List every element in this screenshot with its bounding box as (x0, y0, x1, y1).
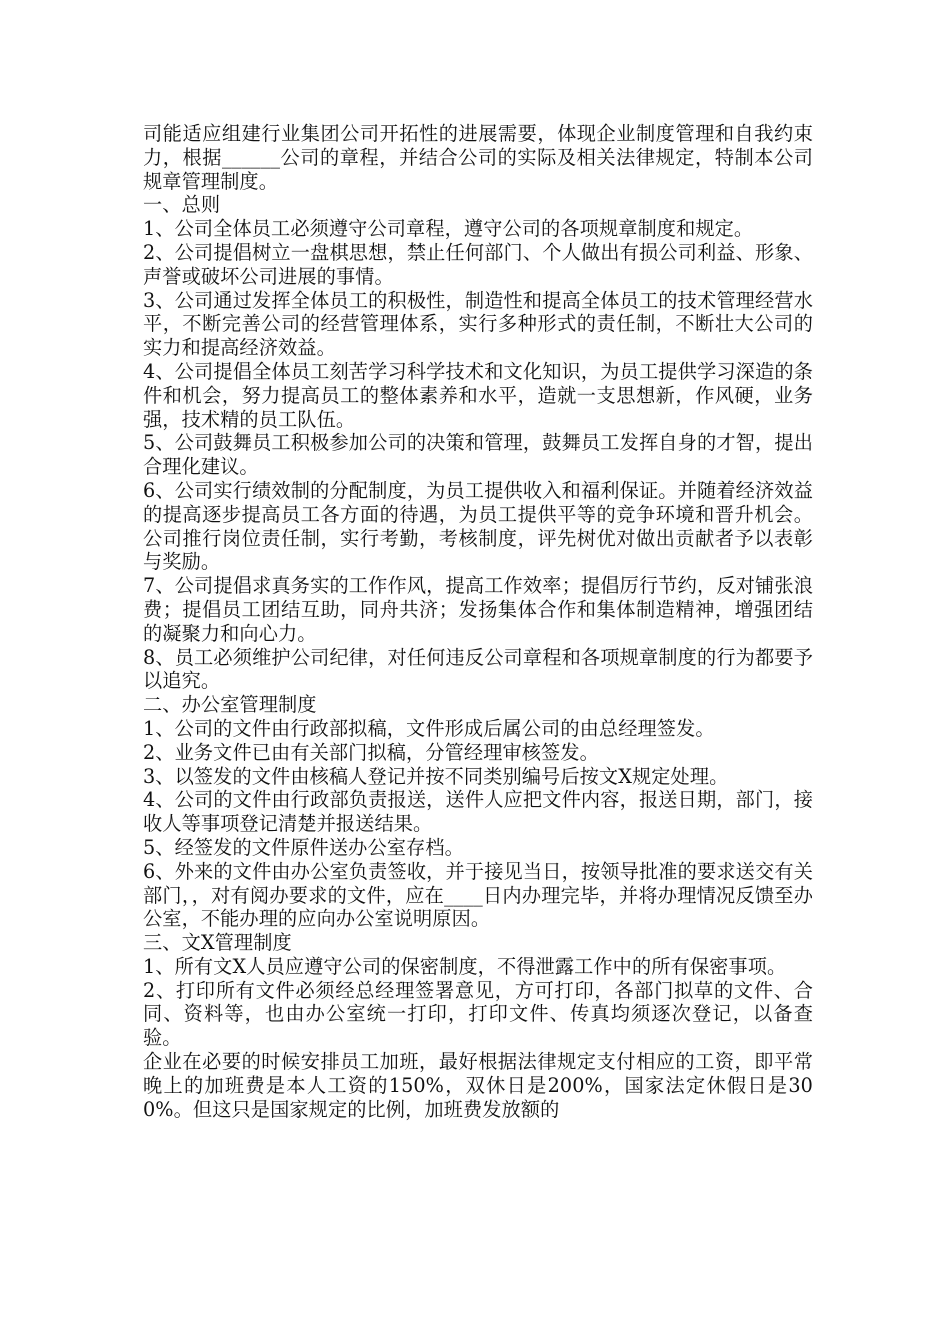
section-heading-office: 二、办公室管理制度 (143, 693, 317, 717)
general-item-4: 4、公司提倡全体员工刻苦学习科学技术和文化知识，为员工提供学习深造的条件和机会，努力提高员工的整体素养和水平，造就一支思想新，作风硬，业务强，技术精的员工队伍。 (143, 359, 813, 431)
document-body (143, 122, 813, 1121)
general-item-6: 6、公司实行绩效制的分配制度，为员工提供收入和福利保证。并随着经济效益的提高逐步提高员工各方面的待遇，为员工提供平等的竞争环境和晋升机会。公司推行岗位责任制，实行考勤，考核制度，评先树优对做出贡献者予以表彰与奖励。 (143, 478, 813, 574)
section-heading-documents: 三、文X管理制度 (143, 931, 292, 955)
intro-paragraph: 司能适应组建行业集团公司开拓性的进展需要，体现企业制度管理和自我约束力，根据______公司的章程，并结合公司的实际及相关法律规定，特制本公司规章管理制度。 (143, 122, 813, 193)
office-item-5: 5、经签发的文件原件送办公室存档。 (143, 835, 464, 859)
office-item-1: 1、公司的文件由行政部拟稿，文件形成后属公司的由总经理签发。 (143, 716, 715, 740)
section-heading-general: 一、总则 (143, 193, 221, 217)
general-item-5: 5、公司鼓舞员工积极参加公司的决策和管理，鼓舞员工发挥自身的才智，提出合理化建议。 (143, 431, 813, 479)
general-item-2: 2、公司提倡树立一盘棋思想，禁止任何部门、个人做出有损公司利益、形象、声誉或破坏公司进展的事情。 (143, 240, 813, 288)
general-item-3: 3、公司通过发挥全体员工的积极性，制造性和提高全体员工的技术管理经营水平，不断完善公司的经营管理体系，实行多种形式的责任制，不断壮大公司的实力和提高经济效益。 (143, 288, 813, 360)
documents-item-1: 1、所有文X人员应遵守公司的保密制度，不得泄露工作中的所有保密事项。 (143, 954, 787, 978)
general-item-8: 8、员工必须维护公司纪律，对任何违反公司章程和各项规章制度的行为都要予以追究。 (143, 645, 813, 693)
documents-item-2: 2、打印所有文件必须经总经理签署意见，方可打印，各部门拟草的文件、合同、资料等，也由办公室统一打印，打印文件、传真均须逐次登记，以备查验。 (143, 978, 813, 1050)
office-item-2: 2、业务文件已由有关部门拟稿，分管经理审核签发。 (143, 740, 599, 764)
office-item-4: 4、公司的文件由行政部负责报送，送件人应把文件内容，报送日期，部门，接收人等事项登记清楚并报送结果。 (143, 788, 813, 836)
overtime-paragraph: 企业在必要的时候安排员工加班，最好根据法律规定支付相应的工资，即平常晚上的加班费是本人工资的150%，双休日是200%，国家法定休假日是300%。但这只是国家规定的比例，加班费发放额的 (143, 1050, 813, 1121)
general-item-7: 7、公司提倡求真务实的工作作风，提高工作效率；提倡厉行节约，反对铺张浪费；提倡员工团结互助，同舟共济；发扬集体合作和集体制造精神，增强团结的凝聚力和向心力。 (143, 574, 813, 645)
office-item-3: 3、以签发的文件由核稿人登记并按不同类别编号后按文X规定处理。 (143, 764, 729, 788)
general-item-1: 1、公司全体员工必须遵守公司章程，遵守公司的各项规章制度和规定。 (143, 217, 754, 241)
office-item-6: 6、外来的文件由办公室负责签收，并于接见当日，按领导批准的要求送交有关部门，，对有阅办要求的文件，应在____日内办理完毕，并将办理情况反馈至办公室，不能办理的应向办公室说明原因。 (143, 859, 813, 931)
